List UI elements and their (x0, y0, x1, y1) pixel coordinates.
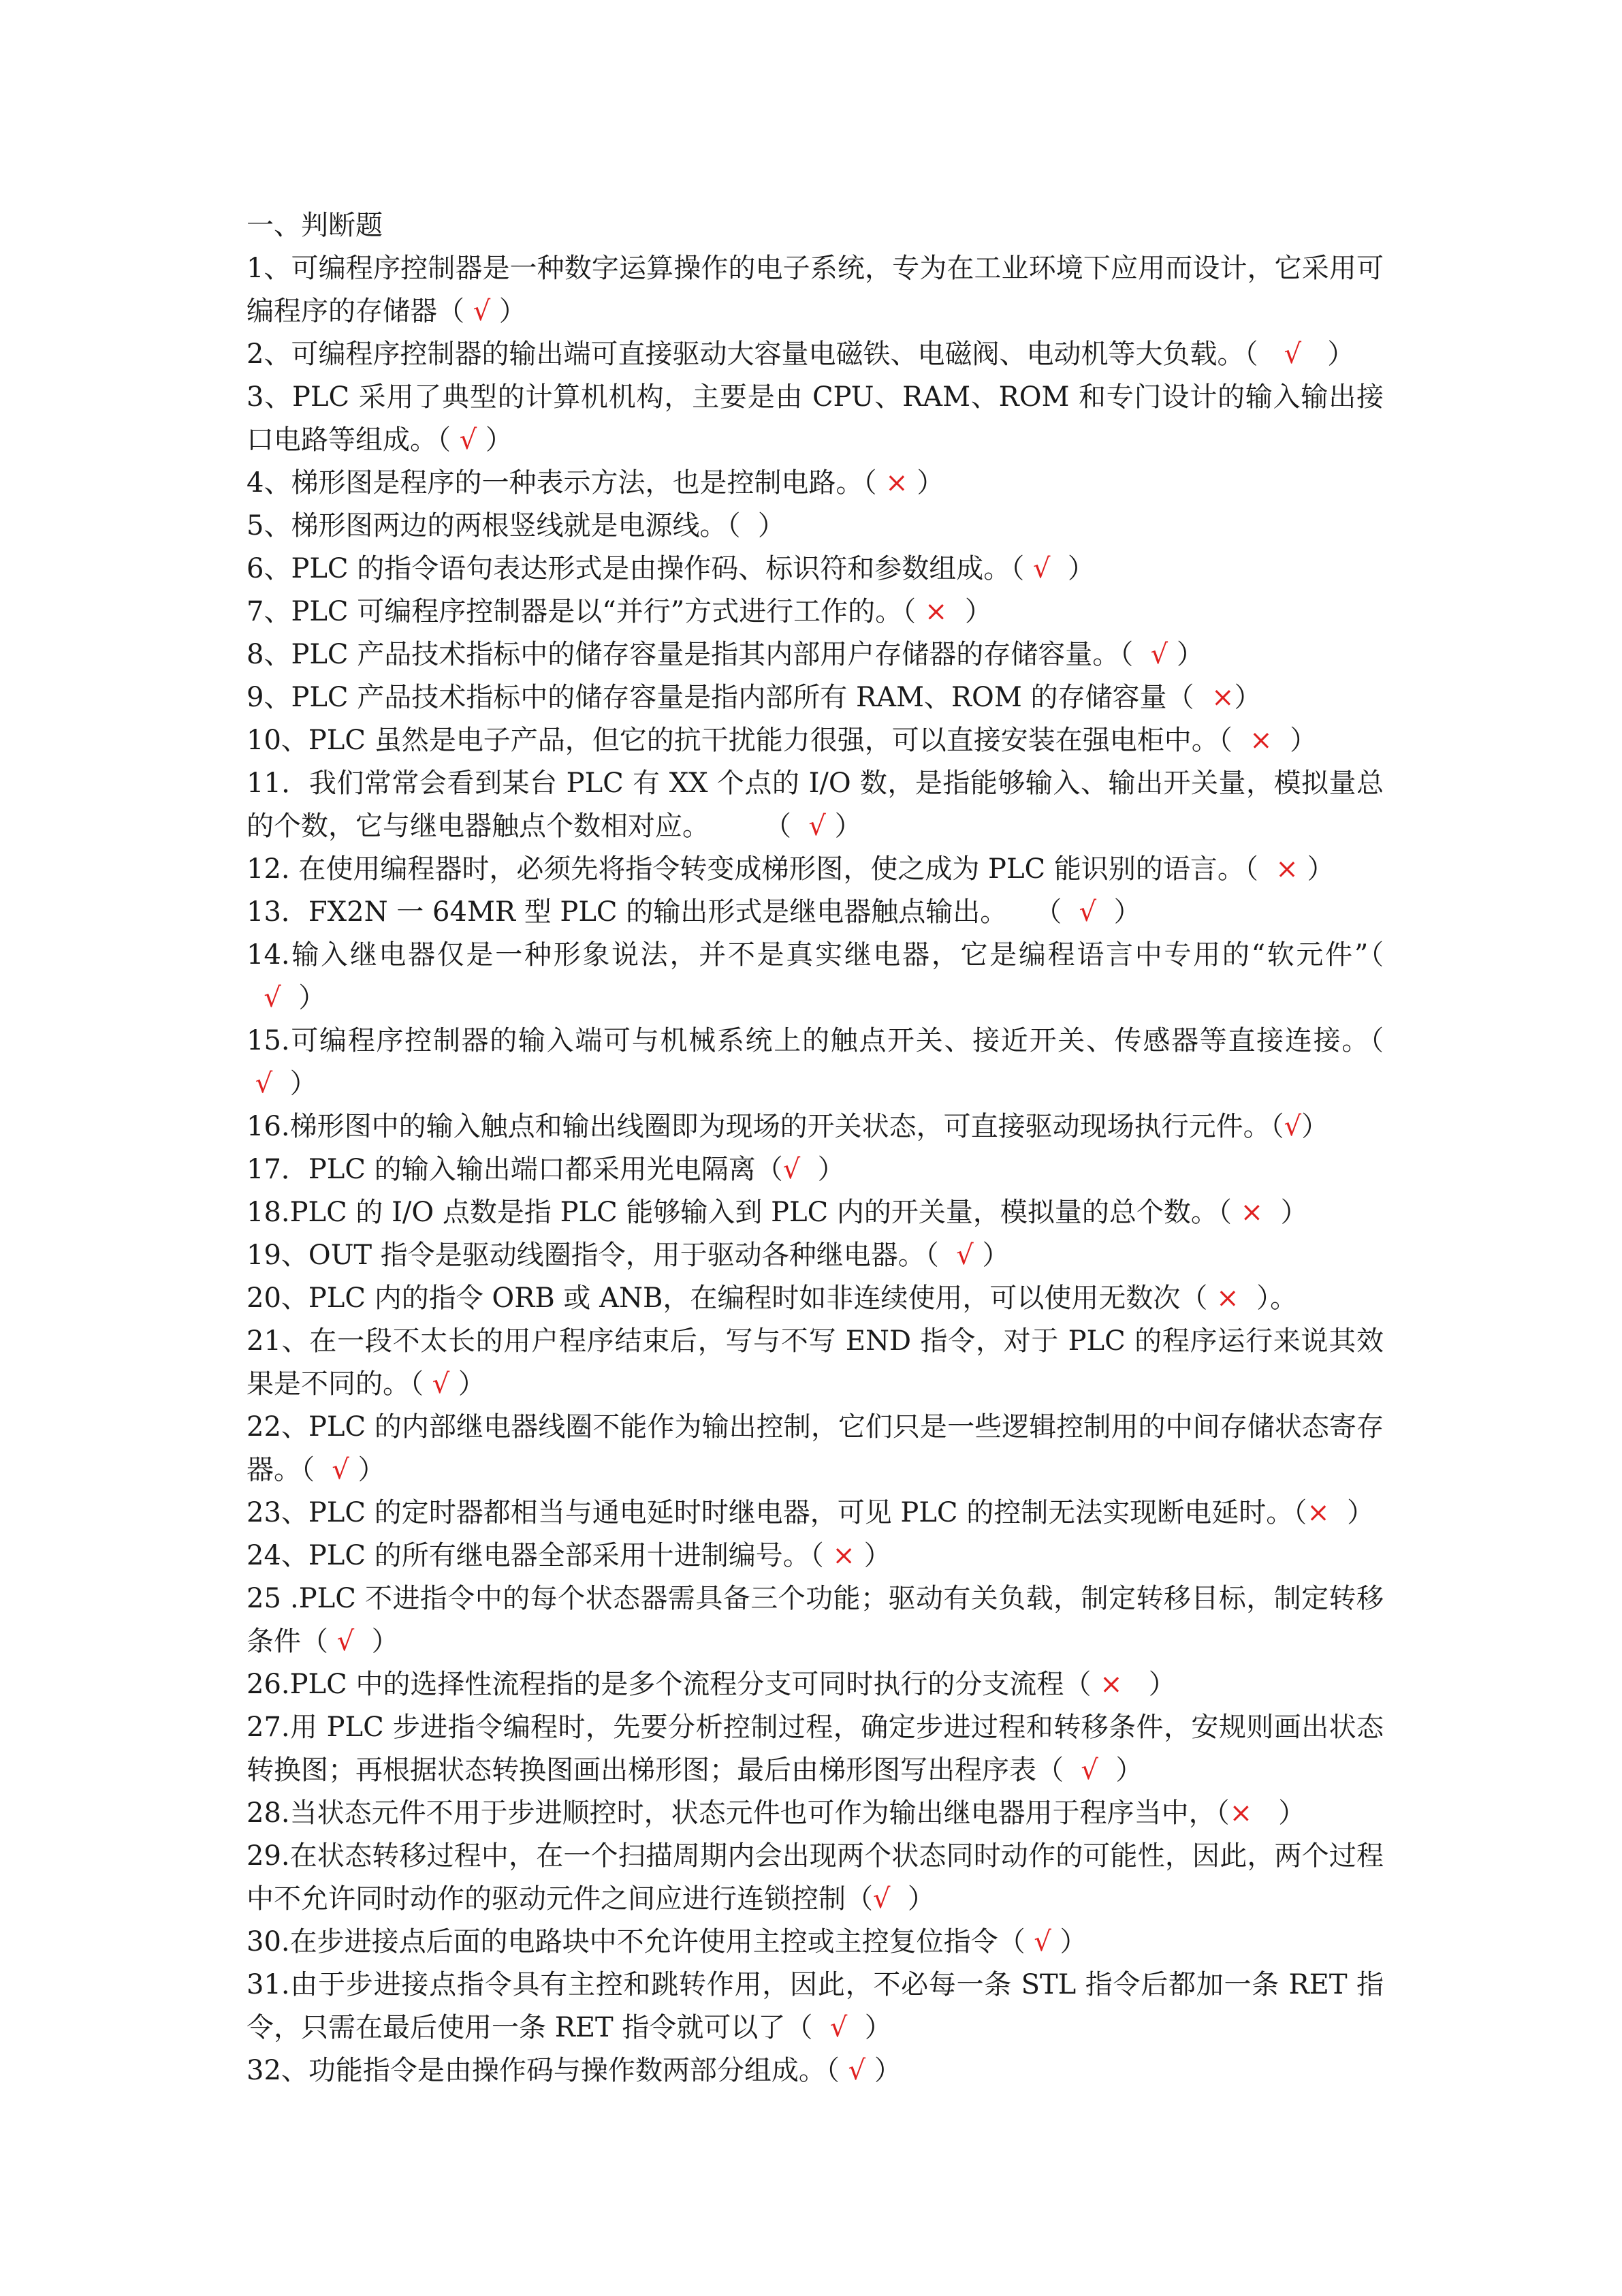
question-text: 21、在一段不太长的用户程序结束后，写与不写 END 指令，对于 PLC 的程序运行来说其效果是不同的。（ (247, 1325, 1384, 1400)
answer-mark: √ (464, 296, 499, 327)
answer-mark: × (1231, 1197, 1281, 1228)
question-text: 9、PLC 产品技术指标中的储存容量是指内部所有 RAM、ROM 的存储容量（ (247, 682, 1194, 713)
answer-mark: √ (247, 1068, 290, 1099)
answer-mark: × (1229, 1797, 1279, 1829)
answer-mark: √ (791, 811, 835, 842)
question-text: 2、可编程序控制器的输出端可直接驱动大容量电磁铁、电磁阀、电动机等大负载。（ (247, 339, 1258, 370)
question-end: ） (907, 1883, 935, 1915)
question-text: 6、PLC 的指令语句表达形式是由操作码、标识符和参数组成。（ (247, 553, 1025, 584)
question-item (247, 333, 1384, 376)
answer-mark: √ (1258, 339, 1328, 370)
answer-mark: √ (873, 1883, 908, 1915)
question-text: 17．PLC 的输入输出端口都采用光电隔离（ (247, 1154, 783, 1185)
answer-mark: × (916, 596, 965, 627)
question-text: 8、PLC 产品技术指标中的储存容量是指其内部用户存储器的存储容量。（ (247, 639, 1134, 670)
question-text: 22、PLC 的内部继电器线圈不能作为输出控制，它们只是一些逻辑控制用的中间存储状态寄存器。（ (247, 1411, 1384, 1485)
answer-mark (740, 510, 757, 541)
question-end: ） (1176, 639, 1204, 670)
question-text: 7、PLC 可编程序控制器是以“并行”方式进行工作的。（ (247, 596, 917, 627)
question-item (247, 1964, 1384, 2049)
question-end: ） (964, 596, 992, 627)
question-text: 32、功能指令是由操作码与操作数两部分组成。（ (247, 2055, 840, 2086)
question-item (247, 719, 1384, 762)
answer-mark: × (1232, 725, 1290, 756)
question-item (247, 1406, 1384, 1492)
question-text: 31.由于步进接点指令具有主控和跳转作用，因此，不必每一条 STL 指令后都加一条 RET 指令，只需在最后使用一条 RET 指令就可以了（ (247, 1969, 1384, 2043)
question-item (247, 1835, 1384, 1921)
question-item (247, 1663, 1384, 1706)
question-item (247, 1921, 1384, 1964)
question-item (247, 462, 1384, 505)
question-text: 18.PLC 的 I/O 点数是指 PLC 能够输入到 PLC 内的开关量，模拟量的总个数。（ (247, 1197, 1232, 1228)
question-end: ） (757, 510, 785, 541)
answer-mark: √ (938, 1240, 983, 1271)
answer-mark: √ (1062, 896, 1114, 928)
question-text: 20、PLC 内的指令 ORB 或 ANB，在编程时如非连续使用，可以使用无数次（ (247, 1283, 1208, 1314)
question-item (247, 1492, 1384, 1535)
question-end: ） (498, 296, 526, 327)
question-end: ） (1301, 1111, 1329, 1142)
question-end: ） (817, 1154, 845, 1185)
question-item (247, 505, 1384, 548)
answer-mark: √ (839, 2055, 874, 2086)
question-end: ） (834, 811, 862, 842)
question-item (247, 1191, 1384, 1234)
question-text: 10、PLC 虽然是电子产品，但它的抗干扰能力很强，可以直接安装在强电柜中。（ (247, 725, 1233, 756)
question-item (247, 1577, 1384, 1663)
question-text: 12. 在使用编程器时，必须先将指令转变成梯形图，使之成为 PLC 能识别的语言。（ (247, 853, 1258, 885)
question-text: 19、OUT 指令是驱动线圈指令，用于驱动各种继电器。（ (247, 1240, 939, 1271)
question-end: ） (874, 2055, 902, 2086)
question-end: ） (864, 2012, 892, 2043)
question-end: ） (1148, 1669, 1176, 1700)
question-item (247, 934, 1384, 1020)
answer-mark: × (1207, 1283, 1257, 1314)
question-text: 23、PLC 的定时器都相当与通电延时时继电器，可见 PLC 的控制无法实现断电延时。（ (247, 1497, 1307, 1528)
question-text: 11．我们常常会看到某台 PLC 有 XX 个点的 I/O 数，是指能够输入、输出开关量，模拟量总的个数，它与继电器触点个数相对应。 （ (247, 768, 1384, 842)
answer-mark: √ (424, 1368, 458, 1400)
question-text: 3、PLC 采用了典型的计算机机构，主要是由 CPU、RAM、ROM 和专门设计的输入输出接口电路等组成。（ (247, 381, 1384, 456)
question-end: ） (982, 1240, 1010, 1271)
question-end: ） (289, 1068, 317, 1099)
question-item (247, 1148, 1384, 1191)
question-item (247, 2049, 1384, 2092)
question-item (247, 1234, 1384, 1277)
question-text: 30.在步进接点后面的电路块中不允许使用主控或主控复位指令（ (247, 1926, 1025, 1957)
answer-mark: √ (1284, 1111, 1302, 1142)
section-title: 一、判断题 (247, 210, 383, 241)
question-end: ） (1067, 553, 1095, 584)
question-item (247, 1535, 1384, 1577)
question-item (247, 891, 1384, 934)
question-item (247, 548, 1384, 591)
question-text: 13．FX2N 一 64MR 型 PLC 的输出形式是继电器触点输出。 （ (247, 896, 1062, 928)
answer-mark: √ (328, 1626, 372, 1657)
answer-mark: √ (782, 1154, 818, 1185)
question-item (247, 247, 1384, 333)
question-item (247, 376, 1384, 462)
question-end: ） (1234, 682, 1262, 713)
document-page (247, 204, 1384, 2092)
question-text: 26.PLC 中的选择性流程指的是多个流程分支可同时执行的分支流程（ (247, 1669, 1092, 1700)
answer-mark: × (1258, 853, 1307, 885)
question-end: ） (485, 424, 513, 456)
question-text: 5、梯形图两边的两根竖线就是电源线。（ (247, 510, 741, 541)
question-end: ） (1280, 1197, 1308, 1228)
question-end: ） (1060, 1926, 1087, 1957)
question-end: ） (298, 982, 326, 1013)
answer-mark: √ (1024, 553, 1068, 584)
question-end: ） (371, 1626, 399, 1657)
question-text: 14.输入继电器仅是一种形象说法，并不是真实继电器，它是编程语言中专用的“软元件”（ (247, 939, 1384, 971)
question-text: 29.在状态转移过程中，在一个扫描周期内会出现两个状态同时动作的可能性，因此，两个过程中不允许同时动作的驱动元件之间应进行连锁控制（ (247, 1840, 1384, 1915)
question-item (247, 1020, 1384, 1105)
question-item (247, 1320, 1384, 1406)
question-list (247, 247, 1384, 2092)
answer-mark: √ (1025, 1926, 1060, 1957)
question-end: ） (1327, 339, 1355, 370)
question-item (247, 848, 1384, 891)
question-item (247, 1277, 1384, 1320)
answer-mark: √ (1064, 1755, 1116, 1786)
question-end: ） (1115, 1755, 1143, 1786)
answer-mark: × (1307, 1497, 1348, 1528)
answer-mark: × (1091, 1669, 1149, 1700)
question-end: ） (1307, 853, 1335, 885)
question-text: 1、可编程序控制器是一种数字运算操作的电子系统，专为在工业环境下应用而设计，它采用可编程序的存储器（ (247, 253, 1384, 327)
question-text: 25 .PLC 不进指令中的每个状态器需具备三个功能；驱动有关负载，制定转移目标，制定转移条件（ (247, 1583, 1384, 1657)
question-end: ） (863, 1540, 891, 1571)
answer-mark: × (823, 1540, 864, 1571)
question-item (247, 1706, 1384, 1792)
question-item (247, 762, 1384, 848)
question-end: ） (1347, 1497, 1375, 1528)
answer-mark: √ (451, 424, 486, 456)
question-text: 28.当状态元件不用于步进顺控时，状态元件也可作为输出继电器用于程序当中，（ (247, 1797, 1230, 1829)
answer-mark: √ (247, 982, 299, 1013)
question-item (247, 676, 1384, 719)
question-end: ） (1278, 1797, 1306, 1829)
question-end: ）。 (1256, 1283, 1298, 1314)
answer-mark: × (876, 467, 917, 499)
answer-mark: √ (315, 1454, 358, 1485)
question-text: 27.用 PLC 步进指令编程时，先要分析控制过程，确定步进过程和转移条件，安规则画出状态转换图；再根据状态转换图画出梯形图；最后由梯形图写出程序表（ (247, 1712, 1384, 1786)
question-text: 4、梯形图是程序的一种表示方法，也是控制电路。（ (247, 467, 877, 499)
question-item (247, 591, 1384, 633)
answer-mark: × (1194, 682, 1235, 713)
question-item (247, 1105, 1384, 1148)
question-text: 24、PLC 的所有继电器全部采用十进制编号。（ (247, 1540, 824, 1571)
question-end: ） (1290, 725, 1318, 756)
question-text: 16.梯形图中的输入触点和输出线圈即为现场的开关状态，可直接驱动现场执行元件。（ (247, 1111, 1284, 1142)
question-item (247, 1792, 1384, 1835)
question-text: 15.可编程序控制器的输入端可与机械系统上的触点开关、接近开关、传感器等直接连接。（ (247, 1025, 1384, 1056)
question-end: ） (357, 1454, 385, 1485)
question-item (247, 633, 1384, 676)
answer-mark: √ (812, 2012, 865, 2043)
question-end: ） (1113, 896, 1141, 928)
question-end: ） (917, 467, 944, 499)
question-end: ） (458, 1368, 486, 1400)
answer-mark: √ (1133, 639, 1177, 670)
